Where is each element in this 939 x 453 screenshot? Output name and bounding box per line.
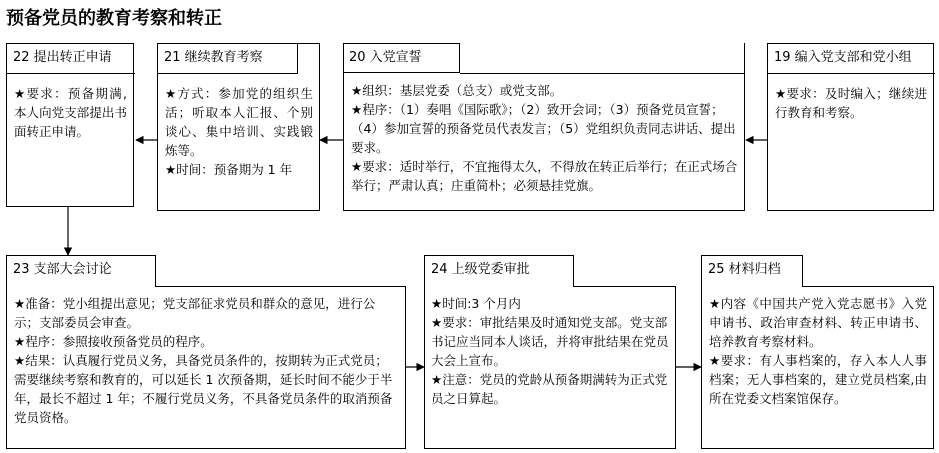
step-24-title: 24 上级党委审批 xyxy=(431,262,530,277)
step-20-title: 20 入党宣誓 xyxy=(349,50,422,65)
step-23-line: ★程序：参照接收预备党员的程序。 xyxy=(14,334,213,349)
step-25-title: 25 材料归档 xyxy=(708,262,781,277)
step-25-archive-materials xyxy=(701,262,934,449)
step-21-continued-education xyxy=(157,43,320,211)
step-23-title: 23 支部大会讨论 xyxy=(13,262,112,277)
step-23-line: ★结果：认真履行党员义务，具备党员条件的，按期转为正式党员；需要继续考察和教育的，可以延长 1 次预备期，延长时间不能少于半年，最长不超过 1 年；不履行党员义务，不具备党员条件的取消预备党员资格。 xyxy=(14,353,393,425)
step-24-line: ★时间:3 个月内 xyxy=(431,296,521,311)
step-21-title: 21 继续教育考察 xyxy=(158,44,298,74)
step-23-line: ★准备：党小组提出意见；党支部征求党员和群众的意见，进行公示；支部委员会审查。 xyxy=(14,296,376,330)
step-20-line: ★要求：适时举行，不宜拖得太久，不得放在转正后举行；在正式场合举行；严肃认真；庄重简朴；必须悬挂党旗。 xyxy=(351,159,738,193)
step-24-higher-committee-approval xyxy=(424,262,676,449)
step-22-line: ★要求：预备期满,本人向党支部提出书面转正申请。 xyxy=(14,86,127,139)
step-21-line: ★方式：参加党的组织生活；听取本人汇报、个别谈心、集中培训、实践锻炼等。 xyxy=(165,86,313,158)
step-22-title: 22 提出转正申请 xyxy=(7,44,135,74)
step-19-title: 19 编入党支部和党小组 xyxy=(768,44,935,74)
step-24-line: ★注意：党员的党龄从预备期满转为正式党员之日算起。 xyxy=(431,372,668,406)
step-23-branch-meeting xyxy=(6,262,406,449)
step-20-line: ★程序：（1）奏唱《国际歌》；（2）致开会词；（3）预备党员宣誓；（4）参加宣誓的预备党员代表发言；（5）党组织负责同志讲话、提出要求。 xyxy=(351,102,736,155)
step-21-line: ★时间：预备期为 1 年 xyxy=(165,162,293,177)
step-20-line: ★组织：基层党委（总支）或党支部。 xyxy=(351,83,563,98)
step-19-line: ★要求：及时编入；继续进行教育和考察。 xyxy=(775,86,927,120)
page-title: 预备党员的教育考察和转正 xyxy=(6,8,222,29)
step-24-line: ★要求：审批结果及时通知党支部。党支部书记应当同本人谈话，并将审批结果在党员大会上宣布。 xyxy=(431,315,669,368)
step-25-line: ★内容《中国共产党入党志愿书》入党申请书、政治审查材料、转正申请书、培养教育考察材料。 xyxy=(709,296,927,349)
step-20-oath-ceremony xyxy=(343,43,745,211)
step-19-assign-to-branch xyxy=(767,43,934,211)
step-22-apply-for-full-membership xyxy=(6,43,134,207)
step-25-line: ★要求：有人事档案的，存入本人人事档案；无人事档案的，建立党员档案,由所在党委文档案馆保存。 xyxy=(709,353,927,406)
